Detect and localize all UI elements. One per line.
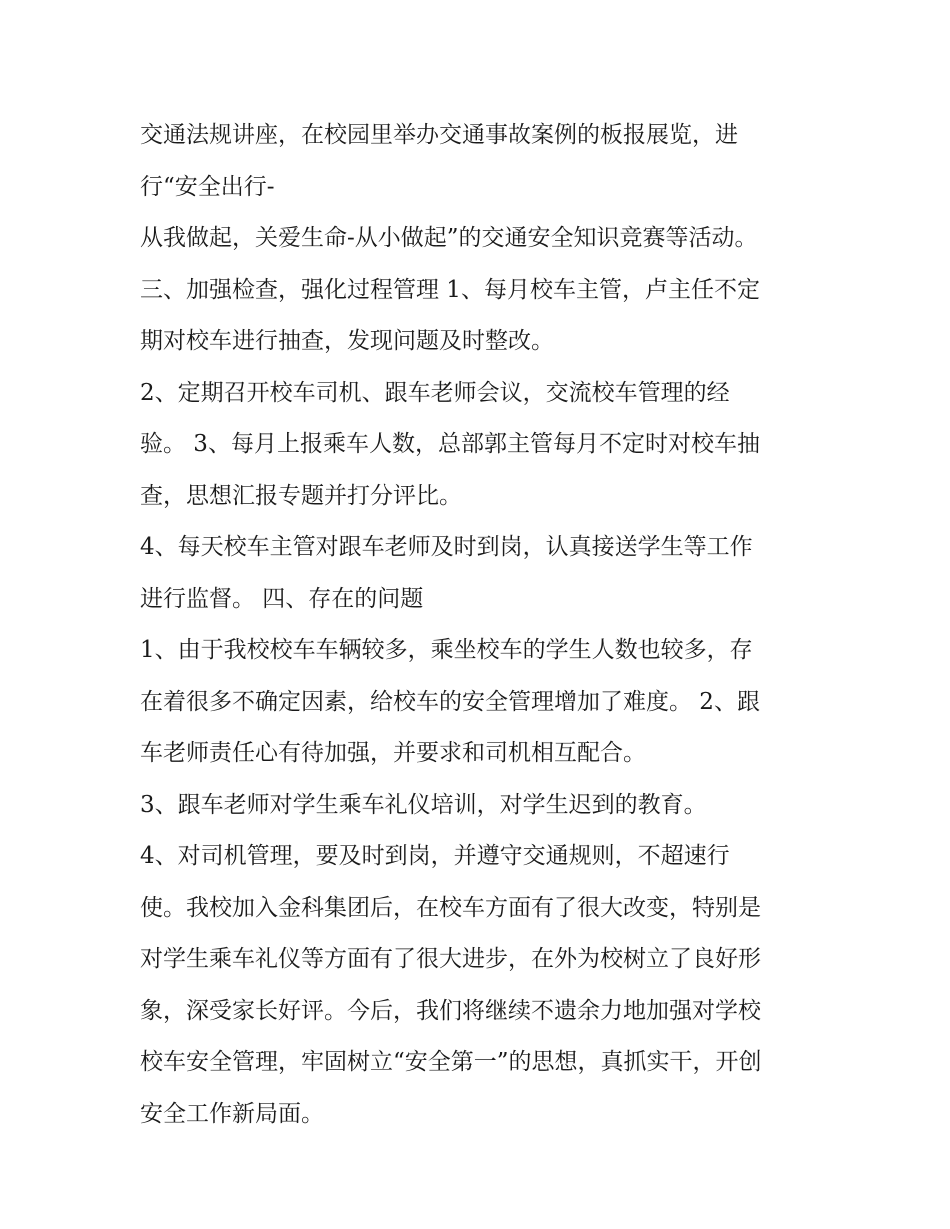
text-line: 校车安全管理，牢固树立“安全第一”的思想，真抓实干，开创: [140, 1049, 762, 1075]
text-line: 对学生乘车礼仪等方面有了很大进步，在外为校树立了良好形: [140, 946, 761, 972]
text-line: 交通法规讲座，在校园里举办交通事故案例的板报展览，进: [140, 122, 738, 148]
text-line: 象，深受家长好评。今后，我们将继续不遗余力地加强对学校: [140, 997, 761, 1024]
text-line: 4、对司机管理，要及时到岗，并遵守交通规则，不超速行: [140, 843, 730, 869]
text-line: 验。 3、每月上报乘车人数，总部郭主管每月不定时对校车抽: [140, 431, 760, 457]
text-line: 车老师责任心有待加强，并要求和司机相互配合。: [140, 740, 646, 766]
text-line: 安全工作新局面。: [140, 1100, 324, 1127]
text-line: 2、定期召开校车司机、跟车老师会议，交流校车管理的经: [140, 379, 730, 406]
text-line: 期对校车进行抽查，发现问题及时整改。: [140, 328, 554, 354]
text-line: 进行监督。 四、存在的问题: [140, 585, 424, 612]
text-line: 在着很多不确定因素，给校车的安全管理增加了难度。 2、跟: [140, 688, 760, 715]
document-body: [140, 110, 820, 1140]
text-line: 从我做起，关爱生命-从小做起”的交通安全知识竞赛等活动。: [140, 225, 758, 251]
text-line: 4、每天校车主管对跟车老师及时到岗，认真接送学生等工作: [140, 534, 753, 560]
text-line: 行“安全出行-: [140, 173, 275, 200]
text-line: 查，思想汇报专题并打分评比。: [140, 482, 462, 509]
text-line: 使。我校加入金科集团后，在校车方面有了很大改变，特别是: [140, 894, 761, 921]
text-line: 三、加强检查，强化过程管理 1、每月校车主管，卢主任不定: [140, 276, 760, 303]
text-line: 1、由于我校校车车辆较多，乘坐校车的学生人数也较多，存: [140, 637, 753, 663]
text-line: 3、跟车老师对学生乘车礼仪培训，对学生迟到的教育。: [140, 791, 707, 818]
